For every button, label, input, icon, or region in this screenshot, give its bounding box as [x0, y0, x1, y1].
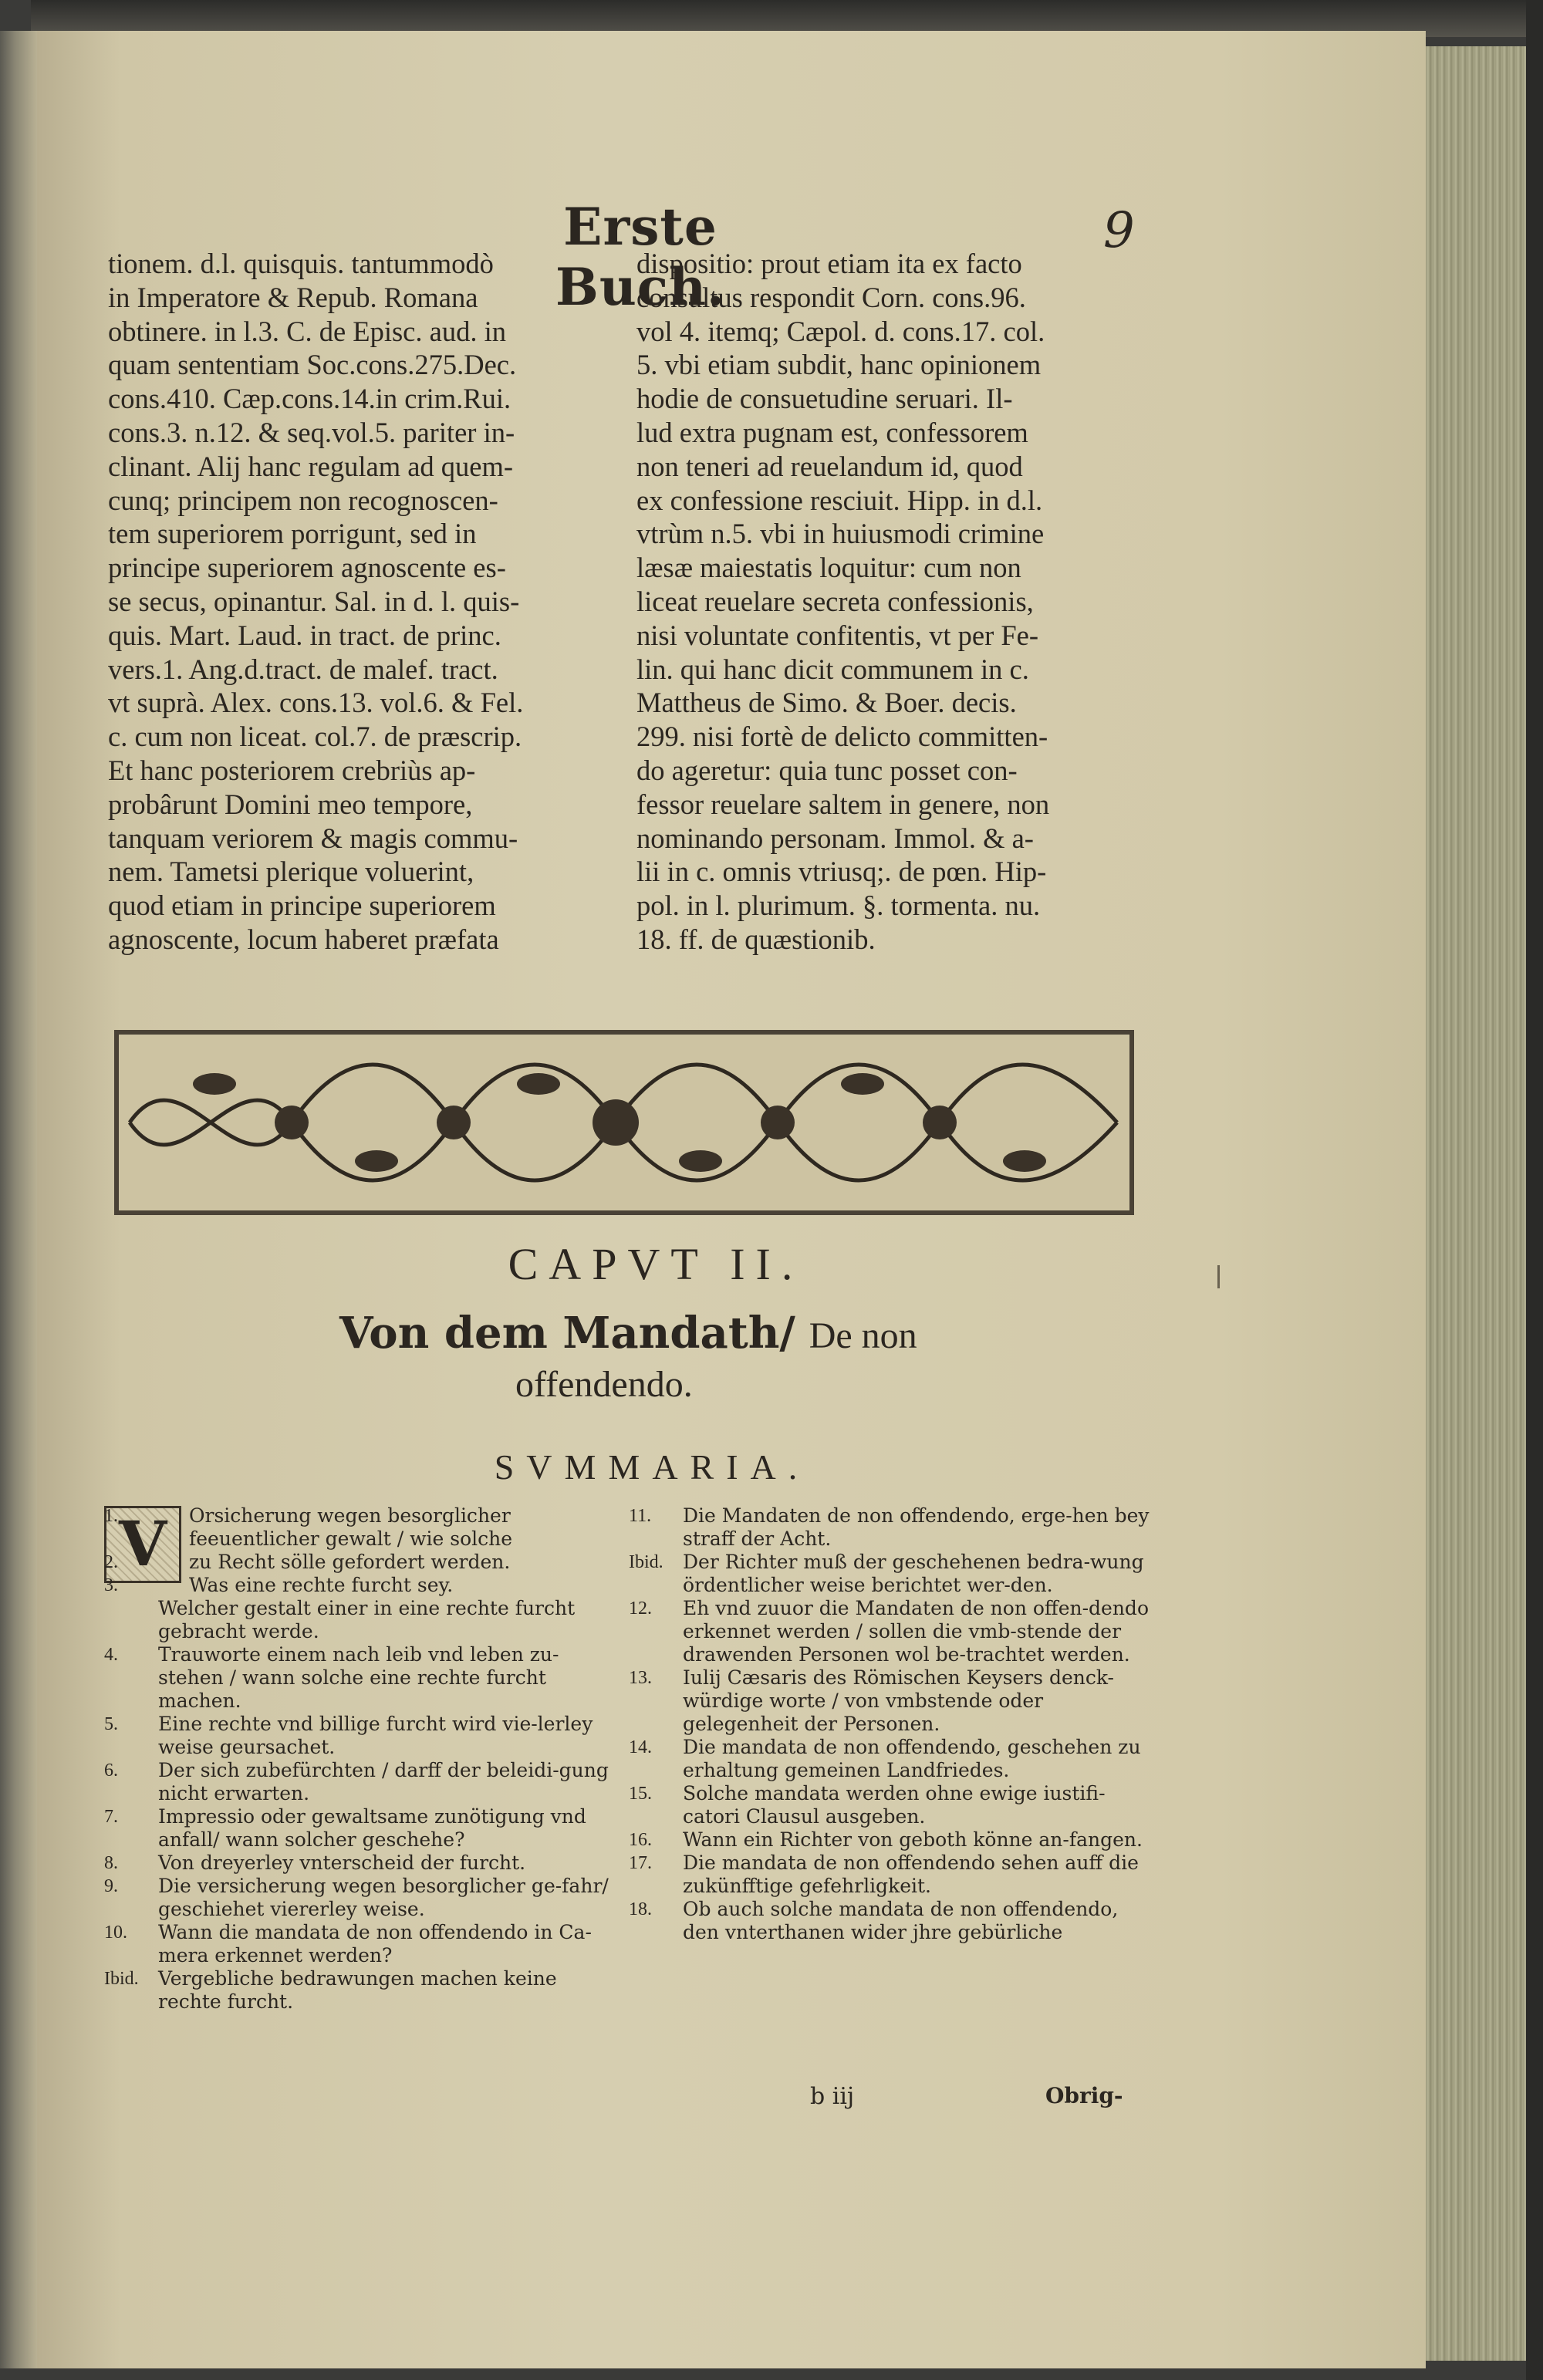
text-line: tanquam veriorem & magis commu-	[108, 822, 518, 854]
entry-text: Die mandata de non offendendo sehen auff die zukünfftige gefehrligkeit.	[683, 1852, 1139, 1897]
summary-entry	[104, 1574, 613, 1597]
text-line: nominando personam. Immol. & a-	[636, 822, 1034, 854]
entry-number: 1.	[104, 1506, 118, 1526]
entry-number: 18.	[629, 1899, 652, 1919]
entry-text: Vergebliche bedrawungen machen keine rechte furcht.	[158, 1967, 557, 2013]
text-line: vtrùm n.5. vbi in huiusmodi crimine	[636, 518, 1045, 550]
text-line: in Imperatore & Repub. Romana	[108, 281, 478, 313]
text-line: pol. in l. plurimum. §. tormenta. nu.	[636, 890, 1041, 922]
text-line: quis. Mart. Laud. in tract. de princ.	[108, 619, 501, 651]
entry-text: zu Recht sölle gefordert werden.	[189, 1551, 511, 1573]
entry-number: 2.	[104, 1552, 118, 1572]
text-line: consultus respondit Corn. cons.96.	[636, 281, 1026, 313]
entry-text: Impressio oder gewaltsame zunötigung vnd anfall/ wann solcher geschehe?	[158, 1805, 586, 1851]
summary-entry	[104, 1759, 613, 1805]
summary-entry	[104, 1713, 613, 1759]
text-line: nisi voluntate confitentis, vt per Fe-	[636, 619, 1039, 651]
running-head: Erste Buch.	[555, 197, 725, 317]
entry-number: 5.	[104, 1714, 118, 1734]
entry-number: 15.	[629, 1784, 652, 1804]
entry-text: Welcher gestalt einer in eine rechte furcht gebracht werde.	[158, 1597, 576, 1642]
summary-entry	[104, 1597, 613, 1643]
entry-number: 13.	[629, 1668, 652, 1688]
entry-number: 8.	[104, 1853, 118, 1873]
summary-entry	[104, 1875, 613, 1921]
summary-entry	[629, 1828, 1153, 1852]
right-column	[636, 247, 1177, 957]
entry-text: Trauworte einem nach leib vnd leben zu-stehen / wann solche eine rechte furcht machen.	[158, 1643, 559, 1712]
signature-mark: b iij	[810, 2083, 855, 2110]
entry-number: 7.	[104, 1807, 118, 1827]
entry-text: Die versicherung wegen besorglicher ge-fahr/ geschiehet viererley weise.	[158, 1875, 609, 1920]
text-line: liceat reuelare secreta confessionis,	[636, 585, 1034, 617]
entry-text: Iulij Cæsaris des Römischen Keysers denck-würdige worte / von vmbstende oder gelegenheit der Personen.	[683, 1666, 1115, 1735]
cover-edge	[1526, 0, 1543, 2380]
entry-number: 3.	[104, 1575, 118, 1595]
text-line: tem superiorem porrigunt, sed in	[108, 518, 477, 550]
decorated-initial: V	[104, 1506, 181, 1583]
text-line: se secus, opinantur. Sal. in d. l. quis-	[108, 585, 520, 617]
entry-number: 16.	[629, 1830, 652, 1850]
entry-text: Solche mandata werden ohne ewige iustifi-catori Clausul ausgeben.	[683, 1782, 1106, 1828]
chapter-title	[339, 1308, 1034, 1359]
text-line: dispositio: prout etiam ita ex facto	[636, 248, 1022, 279]
text-line: 5. vbi etiam subdit, hanc opinionem	[636, 349, 1042, 381]
entry-number: 11.	[629, 1506, 652, 1526]
summary-entry	[104, 1504, 613, 1551]
entry-text: Eine rechte vnd billige furcht wird vie-lerley weise geursachet.	[158, 1713, 593, 1758]
text-line: 18. ff. de quæstionib.	[636, 923, 876, 955]
text-line: cons.410. Cæp.cons.14.in crim.Rui.	[108, 383, 512, 415]
summary-entry	[104, 1805, 613, 1852]
text-line: ex confessione resciuit. Hipp. in d.l.	[636, 484, 1043, 516]
gutter-left-page	[0, 31, 37, 2368]
text-line: lin. qui hanc dicit communem in c.	[636, 653, 1029, 685]
entry-number: 14.	[629, 1737, 652, 1757]
left-column	[108, 247, 609, 957]
entry-text: Wann die mandata de non offendendo in Ca-mera erkennet werden?	[158, 1921, 592, 1966]
summary-entry	[629, 1666, 1153, 1736]
summary-entry	[104, 1643, 613, 1713]
summary-entry	[629, 1551, 1153, 1597]
text-line: quod etiam in principe superiorem	[108, 890, 496, 922]
summary-entry	[104, 1551, 613, 1574]
summary-entry	[104, 1921, 613, 1967]
summaria-heading: SVMMARIA.	[494, 1447, 810, 1487]
entry-number: 6.	[104, 1761, 118, 1781]
summary-entry	[104, 1967, 613, 2014]
text-line: c. cum non liceat. col.7. de præscrip.	[108, 721, 522, 753]
summary-entry	[629, 1852, 1153, 1898]
entry-text: Von dreyerley vnterscheid der furcht.	[158, 1852, 526, 1874]
text-line: vt suprà. Alex. cons.13. vol.6. & Fel.	[108, 687, 524, 719]
chapter-number: CAPVT II.	[508, 1239, 804, 1289]
text-line: hodie de consuetudine seruari. Il-	[636, 383, 1013, 415]
text-line: 299. nisi fortè de delicto committen-	[636, 721, 1048, 753]
text-line: Mattheus de Simo. & Boer. decis.	[636, 687, 1017, 719]
decorative-ornament-band	[114, 1030, 1134, 1215]
folio-number: 9	[1103, 202, 1135, 259]
text-line: Et hanc posteriorem crebriùs ap-	[108, 754, 476, 786]
text-line: vol 4. itemq; Cæpol. d. cons.17. col.	[636, 315, 1045, 347]
summary-entry	[629, 1597, 1153, 1666]
summaria-right-column	[629, 1504, 1153, 1944]
entry-number: 10.	[104, 1923, 127, 1943]
text-line: vers.1. Ang.d.tract. de malef. tract.	[108, 653, 498, 685]
text-line: principe superiorem agnoscente es-	[108, 552, 506, 584]
text-line: lii in c. omnis vtriusq;. de pœn. Hip-	[636, 856, 1047, 888]
entry-text: Wann ein Richter von geboth könne an-fangen.	[683, 1828, 1143, 1851]
text-line: obtinere. in l.3. C. de Episc. aud. in	[108, 315, 506, 347]
entry-number: 17.	[629, 1853, 652, 1873]
margin-mark	[1217, 1265, 1220, 1288]
entry-number: Ibid.	[629, 1552, 663, 1572]
text-line: læsæ maiestatis loquitur: cum non	[636, 552, 1021, 584]
text-line: agnoscente, locum haberet præfata	[108, 923, 499, 955]
chapter-title-latin-continued: offendendo.	[515, 1364, 693, 1405]
fore-edge	[1426, 46, 1526, 2361]
entry-number: 9.	[104, 1876, 118, 1896]
catchword: Obrig-	[1045, 2083, 1123, 2108]
entry-text: Was eine rechte furcht sey.	[189, 1574, 454, 1596]
summary-entry	[104, 1852, 613, 1875]
entry-text: Der Richter muß der geschehenen bedra-wung ördentlicher weise berichtet wer-den.	[683, 1551, 1144, 1596]
entry-text: Die Mandaten de non offendendo, erge-hen bey straff der Acht.	[683, 1504, 1150, 1550]
entry-text: Ob auch solche mandata de non offendendo, den vnterthanen wider jhre gebürliche	[683, 1898, 1119, 1943]
text-line: non teneri ad reuelandum id, quod	[636, 450, 1023, 482]
entry-number: Ibid.	[104, 1969, 139, 1989]
summary-entry	[629, 1898, 1153, 1944]
summary-entry	[629, 1736, 1153, 1782]
text-line: lud extra pugnam est, confessorem	[636, 416, 1028, 448]
text-line: do ageretur: quia tunc posset con-	[636, 754, 1018, 786]
entry-number: 12.	[629, 1598, 652, 1619]
entry-text: Eh vnd zuuor die Mandaten de non offen-dendo erkennet werden / sollen die vmb-stende der drawenden Personen wol be-trachtet werden.	[683, 1597, 1149, 1666]
entry-text: Die mandata de non offendendo, geschehen zu erhaltung gemeinen Landfriedes.	[683, 1736, 1141, 1781]
entry-text: Der sich zubefürchten / darff der beleidi-gung nicht erwarten.	[158, 1759, 609, 1804]
text-line: cons.3. n.12. & seq.vol.5. pariter in-	[108, 416, 515, 448]
text-line: nem. Tametsi plerique voluerint,	[108, 856, 474, 888]
text-line: clinant. Alij hanc regulam ad quem-	[108, 450, 514, 482]
summaria-left-column	[104, 1504, 613, 2014]
chapter-title-latin: De non	[809, 1315, 917, 1356]
summary-entry	[629, 1504, 1153, 1551]
chapter-title-fraktur: Von dem Mandath/	[339, 1308, 795, 1359]
text-line: probârunt Domini meo tempore,	[108, 788, 473, 820]
text-line: fessor reuelare saltem in genere, non	[636, 788, 1050, 820]
entry-number: 4.	[104, 1645, 118, 1665]
entry-text: Orsicherung wegen besorglicher feeuentlicher gewalt / wie solche	[189, 1504, 513, 1550]
text-line: quam sententiam Soc.cons.275.Dec.	[108, 349, 517, 381]
summary-entry	[629, 1782, 1153, 1828]
text-line: cunq; principem non recognoscen-	[108, 484, 498, 516]
text-line: tionem. d.l. quisquis. tantummodò	[108, 248, 494, 279]
